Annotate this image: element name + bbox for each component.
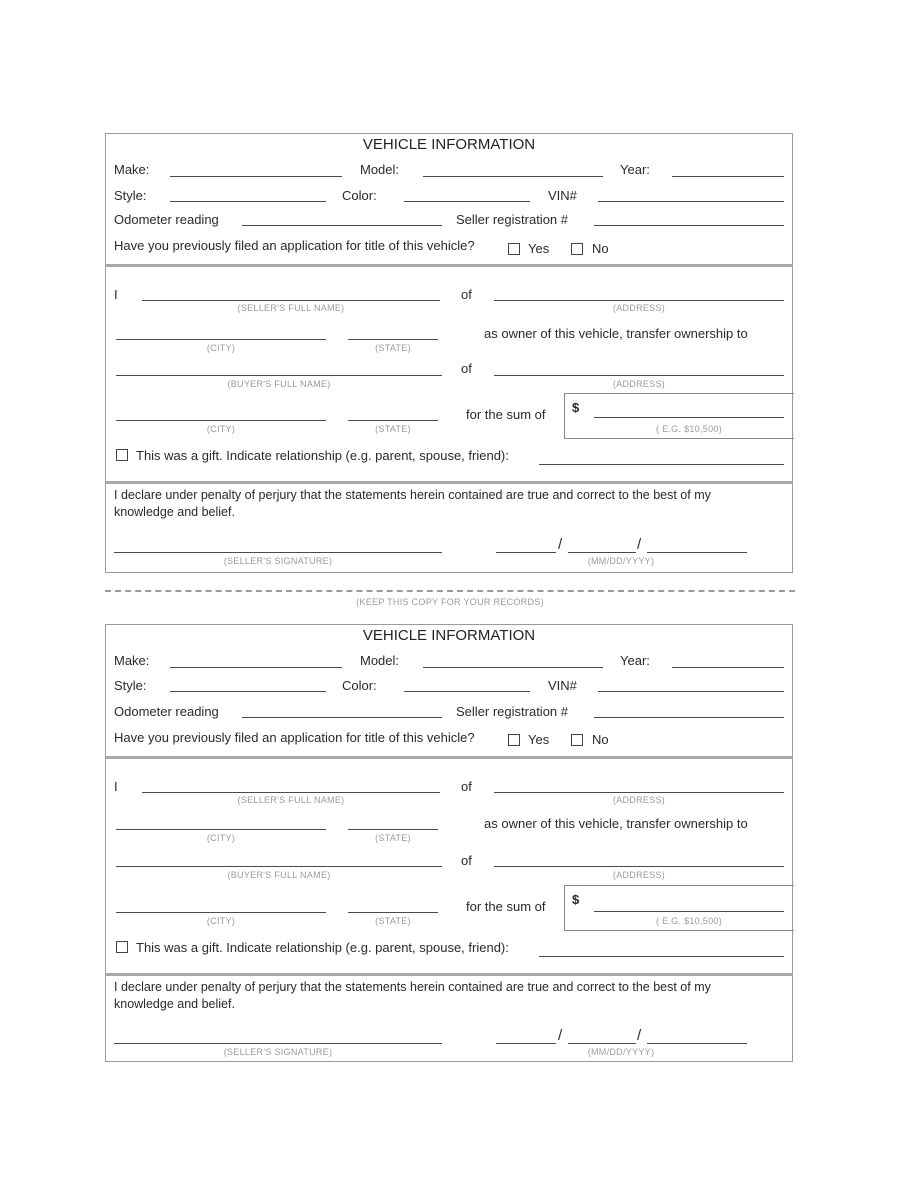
seller-state-field[interactable]	[348, 829, 438, 830]
seller-registration-field[interactable]	[594, 225, 784, 226]
seller-signature-field[interactable]	[114, 552, 442, 553]
buyer-state-caption: (STATE)	[375, 424, 411, 434]
seller-name-field[interactable]	[142, 300, 440, 301]
sum-example-caption: ( E.G. $10,500)	[655, 916, 723, 926]
date-year-field[interactable]	[647, 1043, 747, 1044]
date-slash-2: /	[637, 536, 642, 553]
gift-label: This was a gift. Indicate relationship (e.g. parent, spouse, friend):	[136, 940, 509, 955]
vin-label: VIN#	[548, 188, 577, 203]
dollar-sign: $	[572, 400, 580, 415]
year-label: Year:	[620, 162, 650, 177]
date-format-caption: (MM/DD/YYYY)	[587, 556, 655, 566]
sum-label: for the sum of	[466, 407, 546, 422]
style-label: Style:	[114, 188, 147, 203]
year-field[interactable]	[672, 176, 784, 177]
previous-application-question: Have you previously filed an application for title of this vehicle?	[114, 730, 475, 745]
year-label: Year:	[620, 653, 650, 668]
owner-transfer-text: as owner of this vehicle, transfer ownership to	[484, 816, 748, 831]
form-title: VEHICLE INFORMATION	[362, 627, 536, 644]
seller-city-caption: (CITY)	[206, 343, 236, 353]
date-format-caption: (MM/DD/YYYY)	[587, 1047, 655, 1057]
no-checkbox[interactable]	[571, 731, 583, 749]
color-field[interactable]	[404, 201, 530, 202]
yes-label: Yes	[528, 732, 550, 747]
dollar-sign: $	[572, 892, 580, 907]
gift-checkbox[interactable]	[116, 446, 128, 464]
declaration-text: I declare under penalty of perjury that the statements herein contained are true and correct to the best of my knowledge and belief.	[114, 980, 711, 1011]
buyer-name-caption: (BUYER'S FULL NAME)	[227, 870, 331, 880]
i-label: I	[114, 779, 118, 794]
vehicle-form-copy	[105, 624, 793, 1062]
sum-field[interactable]	[594, 911, 784, 912]
model-label: Model:	[360, 653, 400, 668]
section-divider-2	[105, 973, 793, 976]
section-divider-2	[105, 481, 793, 484]
vin-field[interactable]	[598, 691, 784, 692]
sum-label: for the sum of	[466, 899, 546, 914]
seller-signature-field[interactable]	[114, 1043, 442, 1044]
make-label: Make:	[114, 653, 150, 668]
seller-signature-caption: (SELLER'S SIGNATURE)	[223, 556, 333, 566]
color-label: Color:	[342, 188, 377, 203]
model-label: Model:	[360, 162, 400, 177]
no-label: No	[592, 732, 609, 747]
seller-registration-field[interactable]	[594, 717, 784, 718]
date-slash-2: /	[637, 1027, 642, 1044]
i-label: I	[114, 287, 118, 302]
owner-transfer-text: as owner of this vehicle, transfer ownership to	[484, 326, 748, 341]
seller-address-field[interactable]	[494, 792, 784, 793]
color-field[interactable]	[404, 691, 530, 692]
odometer-field[interactable]	[242, 717, 442, 718]
buyer-state-field[interactable]	[348, 912, 438, 913]
yes-checkbox[interactable]	[508, 731, 520, 749]
of-label-buyer: of	[461, 361, 472, 376]
seller-city-caption: (CITY)	[206, 833, 236, 843]
seller-name-field[interactable]	[142, 792, 440, 793]
gift-label: This was a gift. Indicate relationship (e.g. parent, spouse, friend):	[136, 448, 509, 463]
make-label: Make:	[114, 162, 150, 177]
of-label: of	[461, 779, 472, 794]
odometer-field[interactable]	[242, 225, 442, 226]
model-field[interactable]	[423, 667, 603, 668]
date-day-field[interactable]	[568, 552, 636, 553]
style-label: Style:	[114, 678, 147, 693]
buyer-address-field[interactable]	[494, 866, 784, 867]
make-field[interactable]	[170, 176, 342, 177]
buyer-city-field[interactable]	[116, 420, 326, 421]
seller-address-caption: (ADDRESS)	[612, 303, 666, 313]
form-title: VEHICLE INFORMATION	[362, 136, 536, 153]
seller-city-field[interactable]	[116, 829, 326, 830]
style-field[interactable]	[170, 691, 326, 692]
seller-address-field[interactable]	[494, 300, 784, 301]
gift-relationship-field[interactable]	[539, 956, 784, 957]
buyer-city-caption: (CITY)	[206, 916, 236, 926]
buyer-state-field[interactable]	[348, 420, 438, 421]
buyer-city-caption: (CITY)	[206, 424, 236, 434]
cut-line	[105, 590, 795, 592]
declaration-text: I declare under penalty of perjury that the statements herein contained are true and correct to the best of my knowledge and belief.	[114, 488, 711, 519]
buyer-address-field[interactable]	[494, 375, 784, 376]
sum-field[interactable]	[594, 417, 784, 418]
section-divider	[105, 264, 793, 267]
style-field[interactable]	[170, 201, 326, 202]
gift-relationship-field[interactable]	[539, 464, 784, 465]
vehicle-form-original	[105, 133, 793, 573]
seller-registration-label: Seller registration #	[456, 212, 568, 227]
gift-checkbox[interactable]	[116, 938, 128, 956]
seller-state-caption: (STATE)	[375, 833, 411, 843]
of-label-buyer: of	[461, 853, 472, 868]
date-day-field[interactable]	[568, 1043, 636, 1044]
vin-label: VIN#	[548, 678, 577, 693]
of-label: of	[461, 287, 472, 302]
color-label: Color:	[342, 678, 377, 693]
date-year-field[interactable]	[647, 552, 747, 553]
seller-name-caption: (SELLER'S FULL NAME)	[237, 303, 345, 313]
buyer-name-field[interactable]	[116, 375, 442, 376]
year-field[interactable]	[672, 667, 784, 668]
no-label: No	[592, 241, 609, 256]
buyer-name-field[interactable]	[116, 866, 442, 867]
seller-state-field[interactable]	[348, 339, 438, 340]
make-field[interactable]	[170, 667, 342, 668]
yes-label: Yes	[528, 241, 550, 256]
vin-field[interactable]	[598, 201, 784, 202]
seller-signature-caption: (SELLER'S SIGNATURE)	[223, 1047, 333, 1057]
model-field[interactable]	[423, 176, 603, 177]
odometer-label: Odometer reading	[114, 212, 219, 227]
seller-state-caption: (STATE)	[375, 343, 411, 353]
odometer-label: Odometer reading	[114, 704, 219, 719]
yes-checkbox[interactable]	[508, 240, 520, 258]
buyer-address-caption: (ADDRESS)	[612, 379, 666, 389]
seller-name-caption: (SELLER'S FULL NAME)	[237, 795, 345, 805]
no-checkbox[interactable]	[571, 240, 583, 258]
buyer-city-field[interactable]	[116, 912, 326, 913]
buyer-name-caption: (BUYER'S FULL NAME)	[227, 379, 331, 389]
date-month-field[interactable]	[496, 552, 556, 553]
seller-registration-label: Seller registration #	[456, 704, 568, 719]
buyer-state-caption: (STATE)	[375, 916, 411, 926]
previous-application-question: Have you previously filed an application for title of this vehicle?	[114, 238, 475, 253]
sum-example-caption: ( E.G. $10,500)	[655, 424, 723, 434]
date-slash-1: /	[558, 1027, 563, 1044]
seller-address-caption: (ADDRESS)	[612, 795, 666, 805]
buyer-address-caption: (ADDRESS)	[612, 870, 666, 880]
seller-city-field[interactable]	[116, 339, 326, 340]
section-divider	[105, 756, 793, 759]
keep-copy-caption: (KEEP THIS COPY FOR YOUR RECORDS)	[356, 597, 544, 607]
date-month-field[interactable]	[496, 1043, 556, 1044]
date-slash-1: /	[558, 536, 563, 553]
